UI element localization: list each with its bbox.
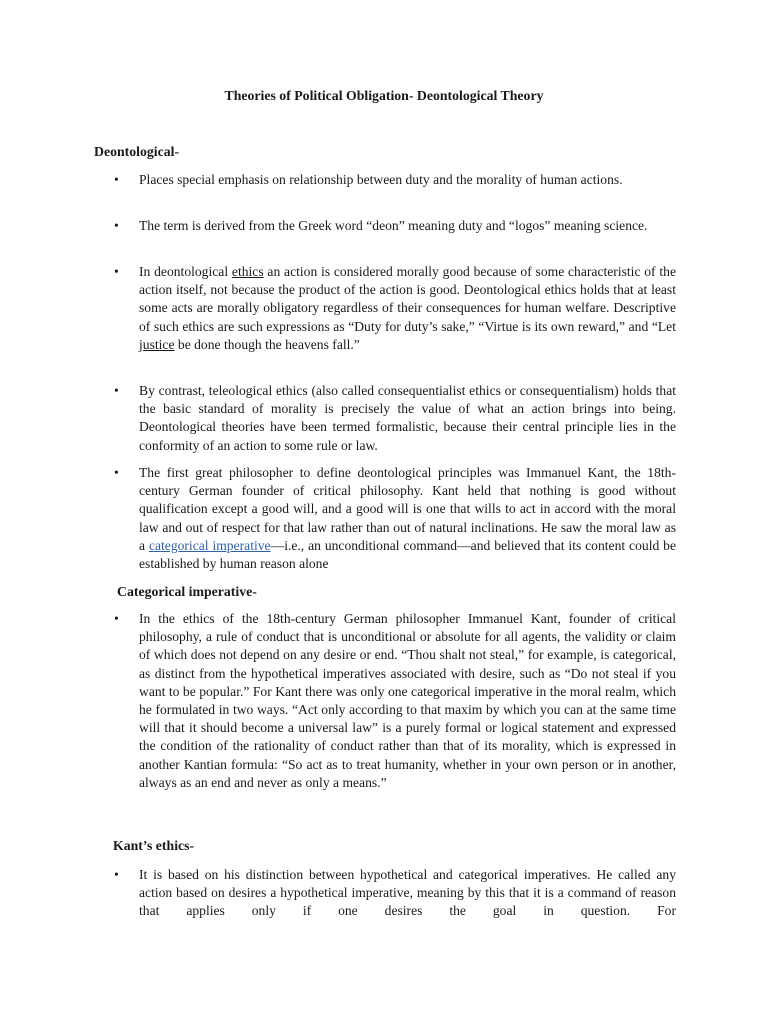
text-run: an action is considered morally good because of some characteristic of the action itself, not because the product of the action is good. Deontological ethics holds that at least some acts are morally obligatory regardless of their consequences for human welfare. Descriptive of such ethics are such expressions as “Duty for duty’s sake,” “Virtue is its own reward,” and “Let (139, 264, 676, 334)
list-item-text: The term is derived from the Greek word “deon” meaning duty and “logos” meaning science. (139, 218, 648, 233)
categorical-imperative-link[interactable]: categorical imperative (148, 537, 271, 553)
section-heading-kants-ethics: Kant’s ethics- (113, 838, 195, 853)
ethics-hyperlink[interactable]: ethics (231, 264, 264, 279)
bullet-icon: • (114, 867, 119, 882)
bullet-icon: • (114, 465, 119, 480)
bullet-icon: • (114, 264, 119, 279)
list-item-text: Places special emphasis on relationship between duty and the morality of human actions. (139, 172, 623, 187)
text-run: In deontological (139, 264, 232, 279)
text-run: The first great philosopher to define deontological principles was Immanuel Kant, the 18th-century German founder of critical philosophy. Kant held that nothing is good without qualification except a good will, and a good will is one that wills to act in accord with the moral law and out of respect for that law rather than out of natural inclinations. He saw the moral law as a (139, 465, 676, 553)
section-heading-categorical-imperative: Categorical imperative- (117, 584, 257, 599)
text-run: —i.e., an unconditional command—and believed that its content could be established by human reason alone (139, 537, 676, 572)
list-item-text: It is based on his distinction between hypothetical and categorical imperatives. He called any action based on desires a hypothetical imperative, meaning by this that it is a command of reason that applies only if one desires the goal in question. For (139, 867, 676, 919)
list-item-text (139, 263, 676, 354)
justice-hyperlink[interactable]: justice (139, 336, 175, 352)
list-item-text (139, 464, 676, 573)
bullet-icon: • (114, 218, 119, 233)
text-run: be done though the heavens fall.” (174, 336, 360, 352)
bullet-icon: • (114, 172, 119, 187)
list-item-text: In the ethics of the 18th-century German philosopher Immanuel Kant, founder of critical philosophy, a rule of conduct that is unconditional or absolute for all agents, the validity or claim of which does not depend on any desire or end. “Thou shalt not steal,” for example, is categorical, as distinct from the hypothetical imperatives associated with desire, such as “Do not steal if you want to be popular.” For Kant there was only one categorical imperative in the moral realm, which he formulated in two ways. “Act only according to that maxim by which you can at the same time will that it should become a universal law” is a purely formal or logical statement and expressed the condition of the rationality of conduct rather than that of its morality, which is expressed in another Kantian formula: “So act as to treat humanity, whether in your own person or in another, always as an end and never as only a means.” (139, 611, 676, 790)
list-item-text: By contrast, teleological ethics (also called consequentialist ethics or consequentialism) holds that the basic standard of morality is precisely the value of what an action brings into being. Deontological theories have been termed formalistic, because their central principle lies in the conformity of an action to some rule or law. (139, 383, 676, 453)
bullet-icon: • (114, 383, 119, 398)
document-title: Theories of Political Obligation- Deontological Theory (224, 88, 544, 103)
section-heading-deontological: Deontological- (94, 144, 180, 159)
bullet-icon: • (114, 611, 119, 626)
